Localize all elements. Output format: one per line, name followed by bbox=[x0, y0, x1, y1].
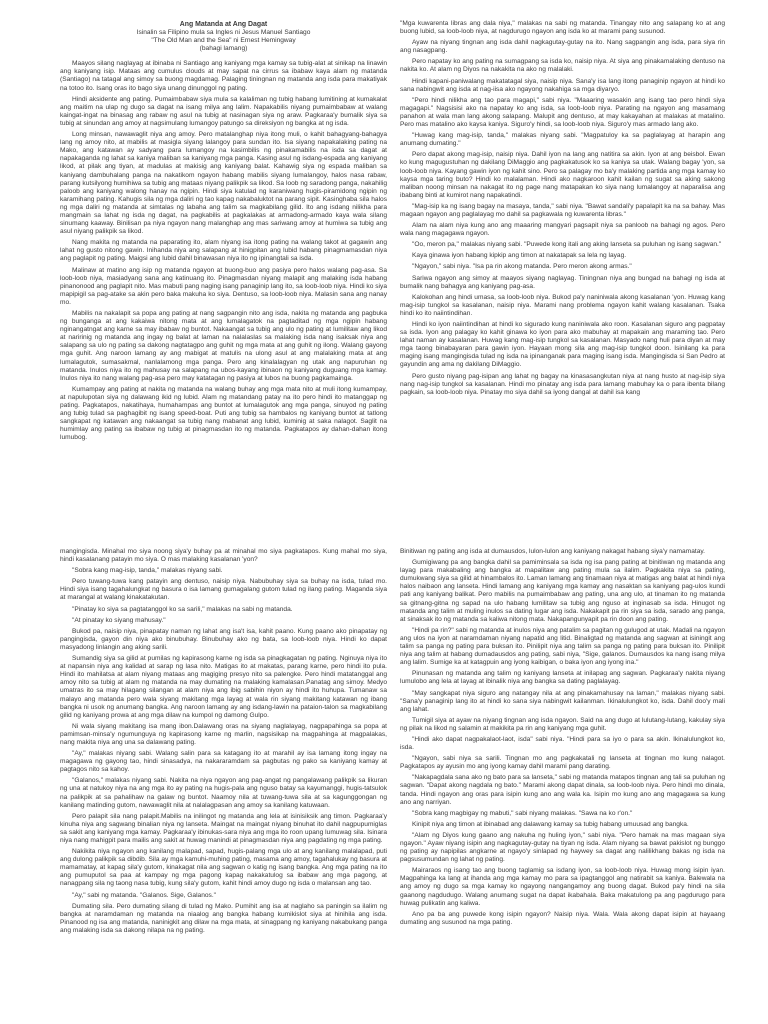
paragraph: Kalokohan ang hindi umasa, sa loob-loob niya. Bukod pa'y naniniwala akong kasalanan 'yon. Huwag kang mag-isip tungkol sa kasalanan, naisip niya. Marami nang problema ngayon kahit walang kasalanan. Tsaka hindi ko ito naiintindihan. bbox=[400, 293, 725, 317]
paragraph: Ano pa ba ang puwede kong isipin ngayon? Naisip niya. Wala. Wala akong dapat isipin at hayaang dumating ang susunod na mga pating. bbox=[400, 910, 725, 926]
paragraph: "Ngayon, sabi niya sa sarili. Tingnan mo ang pagkakatali ng lanseta at tingnan mo kung nalagot. Pagkatapos ay ayusin mo ang iyong kamay dahil marami pang darating. bbox=[400, 755, 725, 771]
paragraph: Dumating sila. Pero dumating silang di tulad ng Mako. Pumihit ang isa at naglaho sa paningin sa ilalim ng bangka at naramdaman ng matanda na niaalog ang bangka habang kumikislot siya at hinihila ang isda. Pinanood ng isa ang matanda, naninigkit ang dilaw na mga mata, at sinagpang ng kaniyang nakabukang panga ang malaking isda sa dakong nilapa na ng pating. bbox=[60, 902, 387, 934]
paragraph: Hindi kapani-paniwalang makatatagal siya, naisip niya. Sana'y isa lang itong panaginip ngayon at hindi ko sana nabingwit ang isda at nag-iisa ako ngayong nakahiga sa mga diyaryo. bbox=[400, 77, 725, 93]
paragraph: "Oo, meron pa," malakas niyang sabi. "Puwede kong itali ang aking lanseta sa puluhan ng isang sagwan." bbox=[412, 241, 722, 249]
paragraph: Sariwa ngayon ang simoy at maayos siyang naglayag. Tiningnan niya ang bungad na bahagi ng isda at bumalik nang bahagya ang kaniyang pag-asa. bbox=[400, 274, 725, 290]
paragraph: "Pinatay ko siya sa pagtatanggol ko sa sarili," malakas na sabi ng matanda. bbox=[72, 605, 293, 613]
paragraph: Pinunasan ng matanda ang talim ng kaniyang lanseta at inilapag ang sagwan. Pagkaraa'y nakita niyang lumulobo ang lela at layag at ibinalik niya ang bangka sa dating paglalayag. bbox=[400, 670, 725, 686]
paragraph: "Mga kuwarenta libras ang dala niya," malakas na sabi ng matanda. Tinangay nito ang salapang ko at ang buong lubid, sa loob-loob niya, at nagdurugo ngayon ang isda ko at marami pang susunod. bbox=[400, 20, 725, 36]
source-line: "The Old Man and the Sea" ni Ernest Hemingway bbox=[151, 37, 296, 45]
paragraph: "Pero hindi nilikha ang tao para magapi," sabi niya. "Maaaring wasakin ang isang tao pero hindi siya magagapi." Nagsisisi ako na napatay ko ang isda, sa loob-loob niya. Parating na ngayon ang masamang panahon at wala man lang akong salapang. Malupit ang dentuso, at may kakayahan at malakas at matalino. Pero mas matalino ako kaysa kaniya. Siguro'y hindi, sa loob-loob niya. Siguro'y mas armado lang ako. bbox=[400, 96, 725, 129]
paragraph: "Nakapagdala sana ako ng bato para sa lanseta," sabi ng matanda matapos tingnan ang tali sa puluhan ng sagwan. "Dapat akong nagdala ng bato." Marami akong dapat dinala, sa loob-loob niya. Pero hindi mo dinala, tanda. Hindi ngayon ang oras para isipin kung ano ang wala ka. Isipin mo kung ano ang magagawa sa kung ano ang narriyan. bbox=[400, 774, 725, 806]
paragraph: Nakikita niya ngayon ang kanilang malapad, sapad, hugis-palang mga ulo at ang kanilang malalapad, puti ang dulong palikpik sa dibdib. Sila ay mga kamuhi-muhing pating, masama ang amoy, tagahalukay ng basura at mamamatay, at kapag sila'y gutom, kinakagat nila ang sagwan o katig ng isang bangka. Ang mga pating na ito ang pumuputol sa paa at kampay ng mga pagong kapag nakakatulog sa ibabaw ang mga pagong, at nanagpang sila ng taong nasa tubig, kung sila'y gutom, kahit hindi amoy dugo ng isda o malansan ang tao. bbox=[60, 848, 387, 888]
bottom-page-half bbox=[0, 512, 768, 1024]
top-right-column bbox=[400, 20, 725, 490]
paragraph: "Huwag kang mag-isip, tanda," malakas niyang sabi. "Magpatuloy ka sa paglalayag at harapin ang anumang dumating." bbox=[400, 132, 725, 148]
story-header bbox=[60, 20, 387, 53]
paragraph: Sumandig siya sa gilid at pumilas ng kapirasong karne ng isda sa pinagkagatan ng pating. Nginuya niya ito at napansin niya ang kalidad at sarap ng lasa nito. Matigas ito at makatas, parang karne, pero hindi ito pula. Hindi ito mahilatsa at alam niyang mataas ang magiging presyo nito sa palengke. Pero hindi matatanggal ang amoy nito sa tubig at alam ng matanda na may dumating na malaking kamalasan.Panatag ang simoy. Medyo umatras ito sa may hilagang silangan at alam niya ang ibig sabihin niyon ay hindi ito huhupa. Tumanaw sa malayo ang matanda pero wala siyang makitang mga layag at wala rin siyang makitang katawan ng ibang bangka ni usok ng anumang bangka. Ang naroon lamang ay ang isdang-lawin na pataion-talon sa magkabilang gilid ng kaniyang prowa at ang mga dilaw na kumpol ng damong Gulpo. bbox=[60, 655, 387, 719]
paragraph: Pero tuwang-tuwa kang patayin ang dentuso, naisip niya. Nabubuhay siya sa buhay na isda, tulad mo. Hindi siya isang tagahalungkat ng basura o isa lamang gumagalang gutom tulad ng ilang pating. Maganda siya at marangal at walang kinakatakutan. bbox=[60, 578, 387, 602]
paragraph: "Hindi pa rin?" sabi ng matanda at inulos niya ang patalim sa pagitan ng gulugod at utak. Madali na ngayon ang ulos na iyon at naramdaman niyang napatid ang litid. Binaligtad ng matanda ang sagwan at isiningit ang talim sa panga ng pating para buksan ito. Pinilipit niya ang talim sa panga ng pating para buksan ito. Pinilipit niya ang talim at habang dumadausdos ang pating, sabi niya, "Sige, galanos. Dumausdos ka nang isang milya ang lalim. Sumige ka at katagpuin ang iyong kaibigan, o baka iyon ang iyong ina." bbox=[400, 626, 725, 667]
top-left-paragraphs bbox=[60, 60, 387, 442]
paragraph: Pero napatay ko ang pating na sumagpang sa isda ko, naisip niya. At siya ang pinakamalaking dentuso na nakita ko. At alam ng Diyos na nakakita na ako ng malalaki. bbox=[400, 58, 725, 74]
bottom-right-column bbox=[400, 548, 725, 1024]
paragraph: Tumigil siya at ayaw na niyang tingnan ang isda ngayon. Said na ang dugo at lulutang-lutang, kakulay siya ng pilak na likod ng salamin at makikita pa rin ang kaniyang mga guhit. bbox=[400, 716, 725, 732]
paragraph: Pero palapit sila nang palapit.Mabilis na inilingot ng matanda ang lela at isinisiksik ang timon. Pagkaraa'y kinuha niya ang sagwang binalian niya ng lanseta. Maingat na maingat niyang binuhat ito dahil nagpupumiglas sa sakit ang kaniyang mga kamay. Pagkaraa'y ibinukas-sara niya ang mga ito roon upang lumuwag sila. Isinara niya nang mahigpit para mailis ang sakit at huwag manindi at pinagmasdan niya ang pagdating ng mga pating. bbox=[60, 812, 387, 844]
paragraph: Ayaw na niyang tingnan ang isda dahil nagkagutay-gutay na ito. Nang sagpangin ang isda, para siya rin ang nasagpang. bbox=[400, 39, 725, 55]
paragraph: Gumigiwang pa ang bangka dahil sa pamiminsala sa isda ng isa pang pating at binitiwan ng matanda ang layag para makabaling ang bangka at mapalitaw ang pating mula sa ilalim. Pagkakita niya sa pating, dumukwang siya sa gilid at hinambalos ito. Laman lamang ang tinamaan niya at matigas ang balat at hindi niya halos naibaon ang lanseta. Hindi lamang ang kaniyang mga kamay ang nasaktan sa kaniyang pag-ulos kundi pati ang kaniyang balikat. Pero mabilis na pumaimbabaw ang pating, una ang ulo, at tinaman ito ng matanda sa gitnang-gitna ng sapad na ulo habang lumilitaw sa tubig ang nguso at inginasab sa isda. Hinugot ng matanda ang talim at muling inulos sa dating lugar ang isda. Nakakapit pa rin siya sa isda, sarado ang panga, at sinaksak ito ng matanda sa kaliwa nitong mata. Nakapangunyapit pa rin doon ang pating. bbox=[400, 559, 725, 623]
paragraph: "At pinatay ko siyang mahusay." bbox=[72, 616, 166, 624]
paragraph: "Mag-isip ka ng isang bagay na masaya, tanda," sabi niya. "Bawat sandali'y papalapit ka na sa bahay. Mas magaan ngayon ang paglalayag mo dahil sa pagkawala ng kuwarenta libras." bbox=[400, 202, 725, 218]
paragraph: Mabilis na nakalapit sa popa ang pating at nang sagpangin nito ang isda, nakita ng matanda ang pagbuka ng bunganga at ang kakaiwa nitong mata at ang lumalagatok na pagtaditad ng mga ngipin habang nginangatngat ang karne sa may ibabaw ng buntot. Nakaangat sa tubig ang ulo ng pating at lumilitaw ang likod at naririnig ng matanda ang ingay ng balat at laman na nalalaslas sa malaking isda nang isaksak niya ang salapang sa ulo ng pating sa dakong nagtatagpo ang guhit ng mga mata at ang guhit ng ilong. Walang gayong mga guhit. Ang naroon lamang ay ang mabigat at matulis na ulong asul at ang malalaking mata at ang lumalagutok, sumasakmal, nanlalamong mga panga. Pero ang kinalalagyan ng utak ang napuruhan ng matanda. Inulos niya ito ng mahusay na salapang na ubos-kayang ibinaon ng kaniyang duguang mga kamay. Inulos niya ito nang walang pag-asa pero may katatagan ng pasiya at lubos na buong pagkamainga. bbox=[60, 310, 387, 382]
paragraph: "Galanos," malakas niyang sabi. Nakita na niya ngayon ang pag-angat ng pangalawang palikpik sa likuran ng una at natukoy niya na ang mga ito ay pating na hugis-pala ang nguso batay sa kayumanggi, hugis-tatsulok na palikpik at sa pahalihaw na galaw ng buntot. Naamoy nila at tuwang-tuwa sila at sa kagunggongan ng kanilang matinding gutom, nawawaglit nila at nalalagpasan ang amoy sa kanilang katuwaan. bbox=[60, 777, 387, 809]
paragraph: "Ay," malakas niyang sabi. Walang salin para sa katagang ito at marahil ay isa lamang itong ingay na magagawa ng gayong tao, hindi sinasadya, na nakararamdam sa pagbutas ng pako sa kaniyang kamay at pagtagos nito sa kahoy. bbox=[60, 750, 387, 774]
paragraph: Malinaw at matino ang isip ng matanda ngayon at buong-buo ang pasiya pero halos walang pag-asa. Sa loob-loob niya, masiadyang sana ang katinuang ito. Pinagmasdan niyang malapit ang malaking isda habang pinanonood ang paglapit nito. Mas mabuti pang naging isang panaginip lang ito, sa loob-loob niya. Hindi ko siya mapipigil sa pag-atake sa akin pero baka makuha ko siya. Dentuso, sa loob-loob niya. Malasin sana ang nanay mo. bbox=[60, 266, 387, 306]
paragraph: Pero gusto niyang pag-isipan ang lahat ng bagay na kinasasangkutan niya at nang husto at nag-isip siya nang nag-isip tungkol sa kasalanan. Hindi mo pinatay ang isda para lamang mabuhay ka o para ibenta bilang pagkain, sa loob-loob niya. Pinatay mo siya dahil sa iyong dangal at dahil isa kang bbox=[400, 372, 725, 396]
paragraph: Hindi ko iyon naiintindihan at hindi ko sigurado kung naniniwala ako roon. Kasalanan siguro ang pagpatay sa isda. Iyon ang palagay ko kahit ginawa ko iyon para ako mabuhay at mapakain ang maraming tao. Pero lahat naman ay kasalanan. Huwag kang mag-isip tungkol sa kasalanan. Masyado nang huli para diyan at may mga taong binabayaran para gawin iyon. Hayaan mong sila ang mag-isip tungkol doon. Isinilang ka para maging isang mangingisda tulad ng isda na ipinanganak para maging isang isda. Mangingisda si San Pedro at gayundin ang ama ng dakilang DiMaggio. bbox=[400, 321, 725, 369]
paragraph: Maayos silang naglayag at ibinaba ni Santiago ang kaniyang mga kamay sa tubig-alat at sinikap na linawin ang kaniyang isip. Mataas ang cumulus clouds at may sapat na cirrus sa ibabaw kaya alam ng matanda (Santiago) na tatagal ang simoy sa buong magdamag. Palaging tiningnan ng matanda ang isda para makatiyak na totoo ito. Isang oras ito bago siya unang dinunggol ng pating. bbox=[60, 60, 387, 92]
paragraph: Binitiwan ng pating ang isda at dumausdos, lulon-lulon ang kaniyang nakagat habang siya'y namamatay. bbox=[400, 548, 706, 555]
paragraph: Kinipit niya ang timon at ibinabad ang dalawang kamay sa tubig habang umuusad ang bangka. bbox=[412, 820, 689, 828]
paragraph: Long minsan, nawawaglit niya ang amoy. Pero matalanghap niya itong muli, o kahit bahagyang-bahagya lang ng amoy nito, at mabilis at masigla siyang lalangoy para sundan ito. Isa siyang napakalaking pating na Mako, ang katawan ay sadyang para lumangoy na kasimbilis ng pinakamabilis na isda sa dagat at napakaganda ng lahat sa kaniya maliban sa kaniyang mga panga. Kasing asul ng isdang-espada ang kaniyang likod, at pilak ang tiyan, at madulas at makisig ang kaniyang balat. Kahawig siya ng espada maliban sa kaniyang dambuhalang panga na nakatikom ngayon habang mabilis siyang lumalangoy, halos nasa rabaw, parang kutsilyong humihiwa sa tubig ang mataas niyang palikpik sa likod. Sa loob ng saradong panga, nakahilig paloob ang kaniyang walong hanay na ngipin. Hindi siya katulad ng karaniwang hugis-piramidong ngipin ng karamihang pating. Kahugis sila ng mga daliri ng tao kapag nakabaluktot na parang sipit. Kasinghaba sila halos ng mga daliri ng matanda at simtalas ng labaha ang talim sa magkabilang gilid. Ito ang isdang nilikha para mangmain sa lahat ng isda ng dagat, na pagkabilis at pagkalakas at armadong-armado kaya wala silang sinumang kaaway. Binilisan pa niya ngayon nang malanghap ang mas sariwang amoy at humiwa sa tubig ang asul niyang palikpik sa likod. bbox=[60, 131, 387, 236]
paragraph: "Ay," sabi ng matanda. "Galanos. Sige, Galanos." bbox=[72, 891, 217, 899]
paragraph: "Ngayon," sabi niya. "Isa pa rin akong matanda. Pero meron akong armas." bbox=[412, 263, 632, 271]
paragraph: Alam na alam niya kung ano ang maaaring mangyari pagsapit niya sa panloob na bahagi ng agos. Pero wala nang magagawa ngayon. bbox=[400, 222, 725, 238]
paragraph: Pero dapat akong mag-isip, naisip niya. Dahil iyon na lang ang natitira sa akin. Iyon at ang beisbol. Ewan ko kung magugustuhan ng dakilang DiMaggio ang pagkakatusok ko sa kaniya sa utak. Walang bagay 'yon, sa loob-loob niya. Kayang gawin iyon ng kahit sino. Pero sa palagay mo ba'y malaking partida ang mga kamay ko kaysa mga taring buto? Hindi ko malalaman. Hindi ako nagkaroon kahit kailan ng sugat sa aking sakong maliban noong minsan na nakagat ito ng page nang matapakan ko siya nang lumalangoy at naparalisa ang ibabang binti at kumirot nang napakatindi. bbox=[400, 151, 725, 199]
story-title: Ang Matanda at Ang Dagat bbox=[179, 21, 268, 28]
paragraph: "Sobra kang mag-isip, tanda," malakas niyang sabi. bbox=[72, 567, 223, 575]
paragraph: "Hindi ako dapat nagpakalaot-laot, isda" sabi niya. "Hindi para sa iyo o para sa akin. Ikinalulungkot ko, isda. bbox=[400, 735, 725, 752]
paragraph: Kaya ginawa iyon habang kipkip ang timon at nakatapak sa lela ng layag. bbox=[412, 252, 627, 260]
paragraph: "Alam ng Diyos kung gaano ang nakuha ng huling iyon," sabi niya. "Pero hamak na mas magaan siya ngayon." Ayaw niyang isipin ang nagkagutay-gutay na tiyan ng isda. Alam niyang sa bawat pakislot ng bunggo ng pating ay napipilas angkarne at ngayo'y sinlapad ng haywey sa dagat ang nalilikhang bakas ng isda na pagsusumundan ng lahat ng pating. bbox=[400, 831, 725, 864]
paragraph: "May sangkapat niya siguro ang natangay nila at ang pinakamahusay na laman," malakas niyang sabi. "Sana'y panaginip lang ito at hindi ko sana siya nabingwit kailanman. Ikinalulungkot ko, isda. Dahil doo'y mali ang lahat. bbox=[400, 689, 725, 713]
paragraph: Nang makita ng matanda na paparating ito, alam niyang isa itong pating na walang takot at gagawin ang lahat ng gusto nitong gawin. Inihanda niya ang salapang at hinigpitan ang lubid habang pinagmamasdan niya ang paglapit ng pating. Maigsi ang lubid dahil binawasan niya ito ng ipinangtali sa isda. bbox=[60, 239, 387, 263]
paragraph: Mairaraos ng isang tao ang buong taglamig sa isdang iyon, sa loob-loob niya. Huwag mong isipin iyan. Magpahinga ka lang at ihanda ang mga kamay mo para sa ipagtanggol ang natirabit sa kaniya. Balewala na ang amoy ng dugo sa mga kamay ko ngayong nangangamoy ang buong dagat. Bukod pa'y hindi na sila gaanong nagdudugo. Walang anumang sugat na dapat ikabahala. Baka makatulong pa ang pagdurugo para huwag pulikatin ang kaliwa. bbox=[400, 867, 725, 907]
top-left-column bbox=[60, 20, 387, 490]
paragraph: Ni wala siyang makitang isa mang ibon.Dalawang oras na siyang naglalayag, nagpapahinga sa popa at pamimsan-minsa'y ngumunguya ng kapirasong karne ng marlin, nagsisikap na magpahinga at magpalakas, nang makita niya ang una sa dalawang pating. bbox=[60, 722, 387, 746]
paragraph: "Sobra kang magbigay ng mabuti," sabi niyang malakas. "Sawa na ko r'on." bbox=[412, 809, 633, 817]
excerpt-note: (bahagi lamang) bbox=[199, 45, 248, 53]
paragraph: Bukod pa, naisip niya, pinapatay naman ng lahat ang isa't isa, kahit paano. Kung paano ako pinapatay ng pangingisda, gayon din niya ako binubuhay. Binubuhay ako ng bata, sa loob-loob niya. Hindi ko dapat masyadong linlangin ang aking sarili. bbox=[60, 627, 387, 651]
paragraph: Hindi aksidente ang pating. Pumaimbabaw siya mula sa kalaliman ng tubig habang lumitining at kumakalat ang maitim na ulap ng dugo sa dagat na isang milya ang lalim. Napakabilis niyang pumaimbabaw at walang kaingat-ingat na binasag ang rabaw ng asul na tubig at nasinagan siya ng araw. Pagkaraa'y bumalik siya sa tubig at sinundan ang amoy at nagsimulang lumangoy patungo sa direksiyon ng bangka at ng isda. bbox=[60, 95, 387, 127]
bottom-left-column bbox=[60, 548, 387, 1024]
paragraph: mangingisda. Minahal mo siya noong siya'y buhay pa at minahal mo siya pagkatapos. Kung mahal mo siya, hindi kasalanang patayin mo siya. O mas malaking kasalanan 'yon? bbox=[60, 548, 387, 564]
translator-line: Isinalin sa Filipino mula sa Ingles ni Jesus Manuel Santiago bbox=[136, 29, 311, 36]
paragraph: Kumampay ang pating at nakita ng matanda na walang buhay ang mga mata nito at muli itong kumampay, at napulupotan siya ng dalawang ikid ng lubid. Alam ng matandang patay na ito pero hindi ito matanggap ng pating. Pagkatapos, nakatihaya, humahampas ang buntot at lumalagutok ang mga panga, sinuyod ng pating ang tubig tulad sa paghagibit ng isang speed-boat. Puti ang tubig sa hambalos ng kaniyang buntot at tatlong sangkapat ng katawan ang nakaangat sa tubig nang mabanat ang lubid, kuminig at saka nalagot. Saglit na humimlay ang pating sa ibabaw ng tubig at pinagmasdan ito ng matanda. Pagkatapos ay dahan-dahan itong lumubog. bbox=[60, 385, 387, 442]
